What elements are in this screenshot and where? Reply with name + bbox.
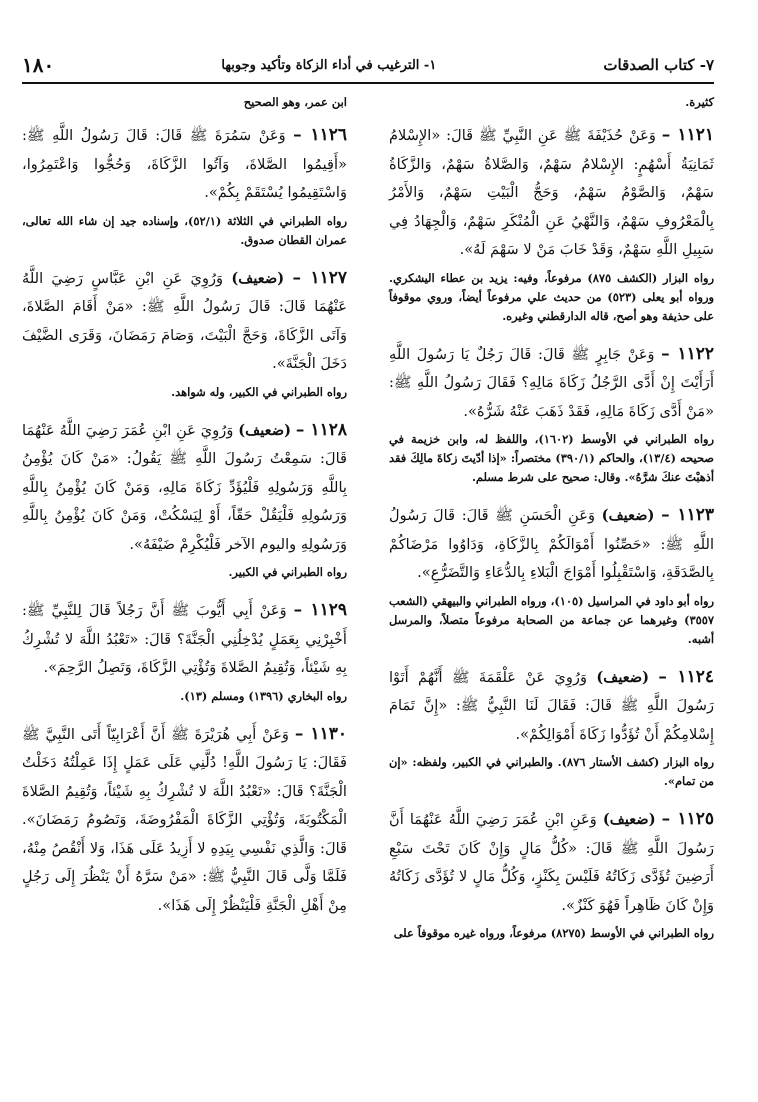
carry-over-text: ابن عمر، وهو الصحيح (243, 95, 347, 109)
hadith-1129 (22, 596, 347, 706)
hadith-1126 (22, 121, 347, 250)
hadith-body (22, 121, 347, 208)
hadith-number: ١١٢٤ – (658, 666, 715, 687)
hadith-1128 (22, 416, 347, 583)
hadith-body (22, 720, 347, 921)
hadith-1130 (22, 720, 347, 921)
hadith-text: وَعَنْ سَمُرَةَ ﷺ قَالَ: قَالَ رَسُولُ اللَّهِ ﷺ: «أَقِيمُوا الصَّلاةَ، وَآتُوا الزَّكَاةَ، وَحُجُّوا وَاعْتَمِرُوا، وَاسْتَقِيمُوا يُسْتَقَمْ بِكُمْ». (22, 127, 347, 202)
hadith-number: ١١٢١ – (661, 125, 715, 146)
hadith-grade: (ضعيف) (238, 421, 291, 439)
hadith-number: ١١٢٦ – (293, 125, 348, 146)
hadith-grade: (ضعيف) (602, 811, 656, 829)
hadith-1124 (389, 663, 714, 792)
hadith-grade: (ضعيف) (596, 668, 650, 686)
page-header (22, 48, 714, 84)
hadith-text: وَعَنْ جَابِرٍ ﷺ قَالَ: قَالَ رَجُلٌ يَا رَسُولَ اللَّهِ أَرَأَيْتَ إِنْ أَدَّى الرَّجُلُ زَكَاةَ مَالِهِ؟ فَقَالَ رَسُولُ اللَّهِ ﷺ: «مَنْ أَدَّى زَكَاةَ مَالِهِ، فَقَدْ ذَهَبَ عَنْهُ شَرُّهُ». (389, 345, 714, 420)
hadith-1121 (389, 121, 714, 326)
hadith-takhrij: رواه الطبراني في الكبير. (228, 565, 347, 580)
hadith-body (22, 264, 347, 379)
right-column (389, 94, 714, 957)
hadith-text: وَعَنْ أَبِي هُرَيْرَةَ ﷺ أَنَّ أَعْرَابِيّاً أَتَى النَّبِيَّ ﷺ فَقَالَ: يَا رَسُولَ اللَّهِ! دُلَّنِي عَلَى عَمَلٍ إِذَا عَمِلْتُهُ دَخَلْتُ الْجَنَّةَ؟ قَالَ: «تَعْبُدُ اللَّهَ لا تُشْرِكُ بِهِ شَيْئاً، وَتُقِيمُ الصَّلاةَ الْمَكْتُوبَةَ، وَتُؤْتِي الزَّكَاةَ الْمَفْرُوضَةَ، وَتَصُومُ رَمَضَانَ». قَالَ: وَالَّذِي نَفْسِي بِيَدِهِ لا أَزِيدُ عَلَى هَذَا، وَلا أَنْقُصُ مِنْهُ، فَلَمَّا وَلَّى قَالَ النَّبِيُّ ﷺ: «مَنْ سَرَّهُ أَنْ يَنْظُرَ إِلَى رَجُلٍ مِنْ أَهْلِ الْجَنَّةِ فَلْيَنْظُرْ إِلَى هَذَا». (22, 725, 347, 914)
hadith-takhrij: رواه الطبراني في الثلاثة (٥٢/١)، وإسناده جيد إن شاء الله تعالى، عمران القطان صدوق. (22, 213, 347, 247)
hadith-takhrij: رواه الطبراني في الكبير، وله شواهد. (171, 384, 347, 399)
hadith-number: ١١٢٢ – (661, 343, 714, 364)
left-column (22, 94, 347, 934)
page-number: ١٨٠ (22, 53, 55, 77)
hadith-1122 (389, 340, 714, 488)
hadith-text: وَعَنْ حُذَيْفَةَ ﷺ عَنِ النَّبِيِّ ﷺ قَالَ: «الإِسْلامُ ثَمَانِيَةُ أَسْهُمٍ: الإِسْلامُ سَهْمٌ، وَالصَّلاةُ سَهْمٌ، وَالزَّكَاةُ سَهْمٌ، وَالصَّوْمُ سَهْمٌ، وَحَجُّ الْبَيْتِ سَهْمٌ، وَالأَمْرُ بِالْمَعْرُوفِ سَهْمٌ، وَالنَّهْيُ عَنِ الْمُنْكَرِ سَهْمٌ، وَالْجِهَادُ فِي سَبِيلِ اللَّهِ سَهْمٌ، وَقَدْ خَابَ مَنْ لا سَهْمَ لَهُ». (389, 127, 714, 259)
section-title: ١- الترغيب في أداء الزكاة وتأكيد وجوبها (221, 57, 437, 73)
hadith-body (389, 805, 714, 920)
hadith-text: وَعَنْ أَبِي أَيُّوبَ ﷺ أَنَّ رَجُلاً قَالَ لِلنَّبِيِّ ﷺ: أَخْبِرْنِي بِعَمَلٍ يُدْخِلُنِي الْجَنَّةَ؟ قَالَ: «تَعْبُدُ اللَّهَ لا تُشْرِكُ بِهِ شَيْئاً، وَتُقِيمُ الصَّلاةَ وَتُؤْتِي الزَّكَاةَ، وَتَصِلُ الرَّحِمَ». (22, 602, 347, 677)
hadith-1125 (389, 805, 714, 943)
hadith-number: ١١٣٠ – (294, 723, 347, 744)
hadith-1123 (389, 501, 714, 649)
hadith-grade: (ضعيف) (601, 507, 655, 525)
hadith-grade: (ضعيف) (231, 269, 285, 287)
hadith-takhrij: رواه البزار (الكشف ٨٧٥) مرفوعاً، وفيه: يزيد بن عطاء اليشكري. ورواه أبو يعلى (٥٢٣) من حديث علي مرفوعاً أيضاً، وروي موقوفاً على حذيفة وهو أصح، قاله الدارقطني وغيره. (389, 270, 715, 323)
hadith-number: ١١٢٧ – (292, 267, 348, 288)
hadith-text: وَرُوِيَ عَنِ ابْنِ عُمَرَ رَضِيَ اللَّهُ عَنْهُمَا قَالَ: سَمِعْتُ رَسُولَ اللَّهِ ﷺ يَقُولُ: «مَنْ كَانَ يُؤْمِنُ بِاللَّهِ وَرَسُولِهِ فَلْيُؤَدِّ زَكَاةَ مَالِهِ، وَمَنْ كَانَ يُؤْمِنُ بِاللَّهِ وَرَسُولِهِ فَلْيَقُلْ حَقّاً، أَوْ لِيَسْكُتْ، وَمَنْ كَانَ يُؤْمِنُ بِاللَّهِ وَرَسُولِهِ واليوم الآخر فَلْيُكْرِمْ ضَيْفَهُ». (22, 421, 347, 553)
hadith-text: وَعَنِ ابْنِ عُمَرَ رَضِيَ اللَّهُ عَنْهُمَا أَنَّ رَسُولَ اللَّهِ ﷺ قَالَ: «كُلُّ مَالٍ وَإِنْ كَانَ تَحْتَ سَبْعِ أَرَضِينَ تُؤَدَّى زَكَاتُهُ فَلَيْسَ بِكَنْزٍ، وَكُلُّ مَالٍ لا تُؤَدَّى زَكَاتُهُ وَإِنْ كَانَ ظَاهِراً فَهُوَ كَنْزٌ». (389, 811, 714, 914)
hadith-number: ١١٢٩ – (293, 600, 347, 621)
hadith-text: وَعَنِ الْحَسَنِ ﷺ قَالَ: قَالَ رَسُولُ اللَّهِ ﷺ: «حَصِّنُوا أَمْوَالَكُمْ بِالزَّكَاةِ، وَدَاوُوا مَرْضَاكُمْ بِالصَّدَقَةِ، وَاسْتَقْبِلُوا أَمْوَاجَ الْبَلاءِ بِالدُّعَاءِ وَالتَّضَرُّعِ». (389, 507, 714, 582)
chapter-title: ٧- كتاب الصدقات (603, 56, 714, 74)
hadith-body (389, 501, 714, 588)
carry-over-text: كثيرة. (685, 95, 714, 109)
hadith-takhrij: رواه البخاري (١٣٩٦) ومسلم (١٣). (180, 688, 347, 703)
hadith-takhrij: رواه الطبراني في الأوسط (١٦٠٢)، واللفظ له، وابن خزيمة في صحيحه (١٣/٤)، والحاكم (٣٩٠/١) مختصراً: «إذا أدّيتَ زكاةَ مالِكَ فقد أذهبْتَ عنكَ شرَّهُ». وقال: صحيح على شرط مسلم. (389, 432, 714, 485)
hadith-1127 (22, 264, 347, 402)
hadith-number: ١١٢٨ – (295, 419, 348, 440)
hadith-takhrij: رواه الطبراني في الأوسط (٨٢٧٥) مرفوعاً، ورواه غيره موقوفاً على (393, 926, 714, 941)
hadith-number: ١١٢٥ – (661, 809, 715, 830)
hadith-number: ١١٢٣ – (661, 505, 714, 526)
hadith-takhrij: رواه أبو داود في المراسيل (١٠٥)، ورواه الطبراني والبيهقي (الشعب ٣٥٥٧) وغيرهما عن جماعة من الصحابة مرفوعاً متصلاً، والمرسل أشبه. (389, 593, 714, 646)
hadith-text: وَرُوِيَ عَنْ عَلْقَمَةَ ﷺ أَنَّهُمْ أَتَوْا رَسُولَ اللَّهِ ﷺ قَالَ: فَقَالَ لَنَا النَّبِيُّ ﷺ: «إِنَّ تَمَامَ إِسْلامِكُمْ أَنْ تُؤَدُّوا زَكَاةَ أَمْوَالِكُمْ». (389, 668, 714, 743)
hadith-body (389, 121, 714, 265)
hadith-takhrij: رواه البزار (كشف الأستار ٨٧٦). والطبراني في الكبير، ولفظه: «إن من تمام». (389, 755, 714, 789)
hadith-text: وَرُوِيَ عَنِ ابْنِ عَبَّاسٍ رَضِيَ اللَّهُ عَنْهُمَا قَالَ: قَالَ رَسُولُ اللَّهِ ﷺ: «مَنْ أَقَامَ الصَّلاةَ، وَآتَى الزَّكَاةَ، وَحَجَّ الْبَيْتَ، وَصَامَ رَمَضَانَ، وَقَرَى الضَّيْفَ دَخَلَ الْجَنَّةَ». (22, 269, 347, 373)
hadith-body (389, 340, 714, 427)
hadith-body (22, 596, 347, 683)
hadith-body (22, 416, 347, 560)
hadith-body (389, 663, 714, 750)
